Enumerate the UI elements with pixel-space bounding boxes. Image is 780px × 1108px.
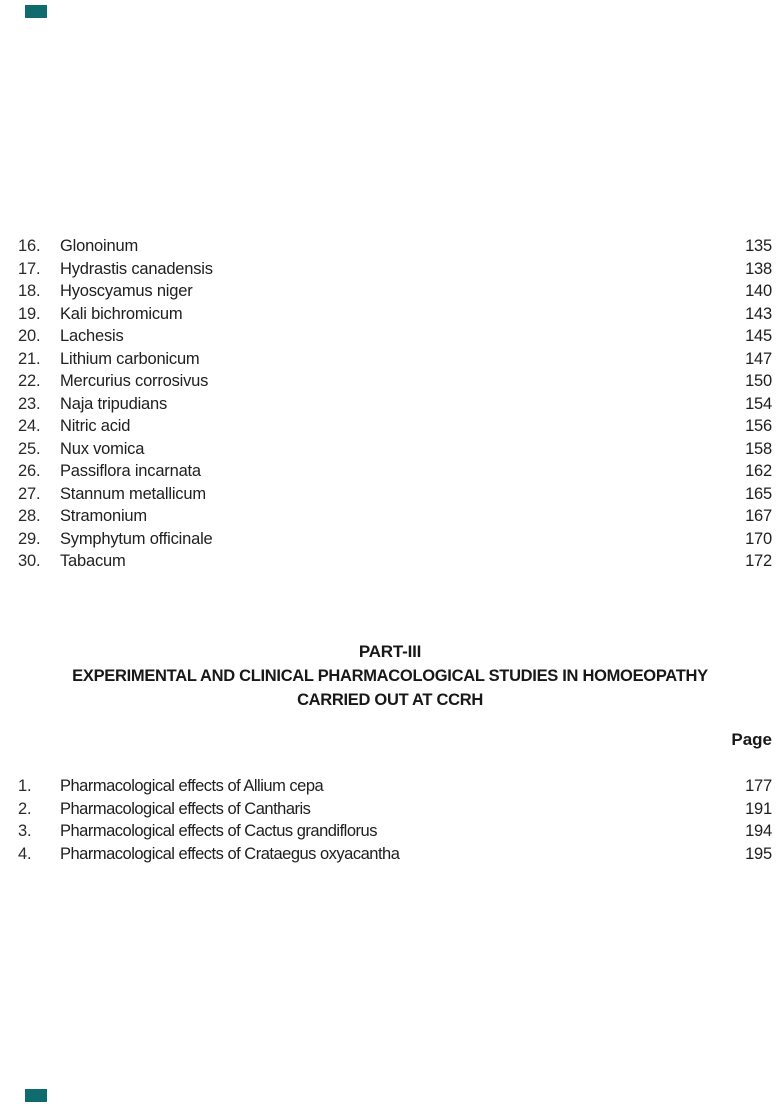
item-title: Pharmacological effects of Crataegus oxyacantha [60, 844, 400, 863]
toc-row [18, 235, 772, 258]
toc-row [18, 303, 772, 326]
item-title: Passiflora incarnata [60, 462, 201, 480]
item-title: Stannum metallicum [60, 484, 206, 503]
toc-row [18, 460, 772, 483]
scan-edge-mark-top [25, 5, 47, 18]
toc-row [18, 843, 772, 866]
item-page-number: 143 [745, 304, 772, 323]
item-number: 25. [18, 439, 41, 458]
toc-row [18, 280, 772, 303]
toc-list-remedies [18, 235, 772, 573]
item-page-number: 150 [745, 372, 772, 390]
part-title-line-1: EXPERIMENTAL AND CLINICAL PHARMACOLOGICAL STUDIES IN HOMOEOPATHY [72, 667, 708, 685]
part-heading [0, 640, 780, 712]
item-title: Pharmacological effects of Allium cepa [60, 777, 324, 795]
item-page-number: 147 [745, 349, 772, 368]
item-page-number: 156 [745, 417, 772, 435]
item-number: 3. [18, 822, 32, 840]
toc-row [18, 348, 772, 371]
toc-row [18, 415, 772, 438]
item-number: 23. [18, 394, 41, 413]
item-title: Tabacum [60, 552, 126, 570]
item-page-number: 195 [745, 844, 772, 863]
toc-row [18, 775, 772, 798]
item-title: Mercurius corrosivus [60, 372, 209, 390]
toc-row [18, 820, 772, 843]
item-number: 4. [18, 844, 32, 863]
toc-row [18, 258, 772, 281]
toc-row [18, 528, 772, 551]
item-title: Pharmacological effects of Cantharis [60, 799, 311, 818]
item-page-number: 167 [745, 507, 772, 525]
item-title: Glonoinum [60, 237, 138, 255]
item-title: Lachesis [60, 327, 124, 345]
item-title: Kali bichromicum [60, 304, 183, 323]
scan-edge-mark-bottom [25, 1089, 47, 1102]
item-number: 2. [18, 799, 32, 818]
toc-row [18, 505, 772, 528]
item-page-number: 154 [745, 394, 772, 413]
item-page-number: 140 [745, 282, 772, 300]
item-number: 1. [18, 777, 32, 795]
toc-row [18, 325, 772, 348]
item-page-number: 162 [745, 462, 772, 480]
item-page-number: 135 [745, 237, 772, 255]
item-page-number: 194 [745, 822, 772, 840]
item-page-number: 177 [745, 777, 772, 795]
item-number: 24. [18, 417, 41, 435]
part-title-line-2: CARRIED OUT AT CCRH [297, 691, 483, 709]
item-title: Pharmacological effects of Cactus grandiflorus [60, 822, 377, 840]
item-title: Nitric acid [60, 417, 131, 435]
item-title: Stramonium [60, 507, 147, 525]
item-number: 28. [18, 507, 41, 525]
item-page-number: 138 [745, 259, 772, 278]
part-label: PART-III [358, 642, 422, 661]
toc-row [18, 393, 772, 416]
item-number: 20. [18, 327, 41, 345]
item-title: Naja tripudians [60, 394, 168, 413]
item-number: 16. [18, 237, 41, 255]
item-title: Hyoscyamus niger [60, 282, 193, 300]
toc-list-pharmacological-studies [18, 775, 772, 865]
item-page-number: 170 [745, 529, 772, 548]
item-page-number: 191 [745, 799, 772, 818]
toc-row [18, 550, 772, 573]
item-number: 19. [18, 304, 41, 323]
toc-row [18, 370, 772, 393]
item-page-number: 172 [745, 552, 772, 570]
item-number: 29. [18, 529, 41, 548]
item-page-number: 165 [745, 484, 772, 503]
item-title: Symphytum officinale [60, 529, 213, 548]
toc-row [18, 483, 772, 506]
page-column-header: Page [731, 730, 772, 749]
toc-row [18, 798, 772, 821]
item-page-number: 158 [745, 439, 772, 458]
item-title: Hydrastis canadensis [60, 259, 213, 278]
item-number: 17. [18, 259, 41, 278]
item-title: Lithium carbonicum [60, 349, 200, 368]
item-number: 21. [18, 349, 41, 368]
item-title: Nux vomica [60, 439, 145, 458]
item-number: 26. [18, 462, 41, 480]
item-page-number: 145 [745, 327, 772, 345]
item-number: 27. [18, 484, 41, 503]
item-number: 30. [18, 552, 41, 570]
item-number: 18. [18, 282, 41, 300]
toc-row [18, 438, 772, 461]
item-number: 22. [18, 372, 41, 390]
